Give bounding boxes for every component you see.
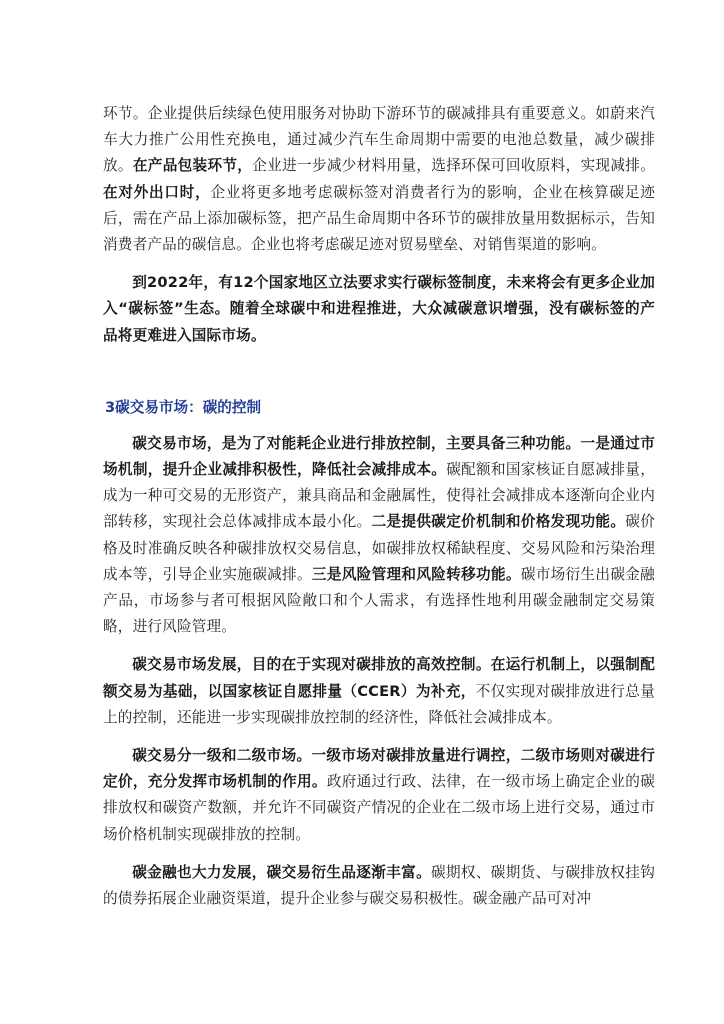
bold-run: 二是提供碳定价机制和价格发现功能。 (371, 513, 626, 531)
bold-run: 在产品包装环节， (132, 157, 253, 175)
paragraph-carbon-finance (103, 860, 655, 912)
text-run: 企业将更多地考虑碳标签对消费者行为的影响，企业在核算碳足迹后，需在产品上添加碳标签，把产品生命周期中各环节的碳排放量用数据标示，告知消费者产品的碳信息。企业也将考虑碳足迹对贸易壁垒、对销售渠道的影响。 (103, 183, 655, 254)
text-run: 企业进一步减少材料用量，选择环保可回收原料，实现减排。 (252, 157, 655, 175)
text-run: 环节。企业提供后续绿色使用服务对协助下游环节的碳减排具有重要意义。如蔚来汽车大力推广公用性充换电，通过减少汽车生命周期中需要的电池总数量，减少碳排放。 (103, 105, 655, 175)
text-run: 碳价格及时准确反映各种碳排放权交易信息，如碳排放权稀缺程度、交易风险和污染治理成本等，引导企业实施碳减排。 (103, 513, 655, 583)
bold-run: 碳金融也大力发展，碳交易衍生品逐渐丰富。 (132, 863, 432, 881)
section-heading: 3碳交易市场：碳的控制 (105, 398, 262, 416)
bold-run: 在对外出口时， (103, 183, 211, 201)
text-run: 政府通过行政、法律，在一级市场上确定企业的碳排放权和碳资产数额，并允许不同碳资产情况的企业在二级市场上进行交易，通过市场价格机制实现碳排放的控制。 (103, 773, 655, 843)
text-run: 碳市场衍生出碳金融产品，市场参与者可根据风险敞口和个人需求，有选择性地利用碳金融制定交易策略，进行风险管理。 (103, 565, 655, 636)
bold-run: 碳交易市场，是为了对能耗企业进行排放控制，主要具备三种功能。一是通过市场机制，提升企业减排积极性，降低社会减排成本。 (103, 434, 655, 479)
paragraph-carbon-label (103, 270, 655, 349)
bold-run: 碳交易市场发展，目的在于实现对碳排放的高效控制。在运行机制上，以强制配额交易为基础，以国家核证自愿排量（CCER）为补充， (103, 656, 655, 700)
bold-run: 三是风险管理和风险转移功能。 (311, 565, 521, 583)
text-run: 碳期权、碳期货、与碳排放权挂钩的债券拓展企业融资渠道，提升企业参与碳交易积极性。碳金融产品可对冲 (103, 863, 655, 908)
paragraph-market-development (103, 652, 655, 731)
paragraph-product-lifecycle (103, 101, 655, 258)
paragraph-primary-secondary-markets (103, 743, 655, 848)
paragraph-market-functions (103, 431, 655, 641)
document-body (103, 101, 655, 912)
bold-run: 碳交易分一级和二级市场。一级市场对碳排放量进行调控，二级市场则对碳进行定价，充分发挥市场机制的作用。 (103, 747, 655, 791)
text-run: 碳配额和国家核证自愿减排量，成为一种可交易的无形资产，兼具商品和金融属性，使得社会减排成本逐渐向企业内部转移，实现社会总体减排成本最小化。 (103, 461, 655, 531)
bold-run: 到2022年，有12个国家地区立法要求实行碳标签制度，未来将会有更多企业加入“碳标签”生态。随着全球碳中和进程推进，大众减碳意识增强，没有碳标签的产品将更难进入国际市场。 (103, 274, 655, 344)
text-run: 不仅实现对碳排放进行总量上的控制，还能进一步实现碳排放控制的经济性，降低社会减排成本。 (103, 682, 655, 726)
